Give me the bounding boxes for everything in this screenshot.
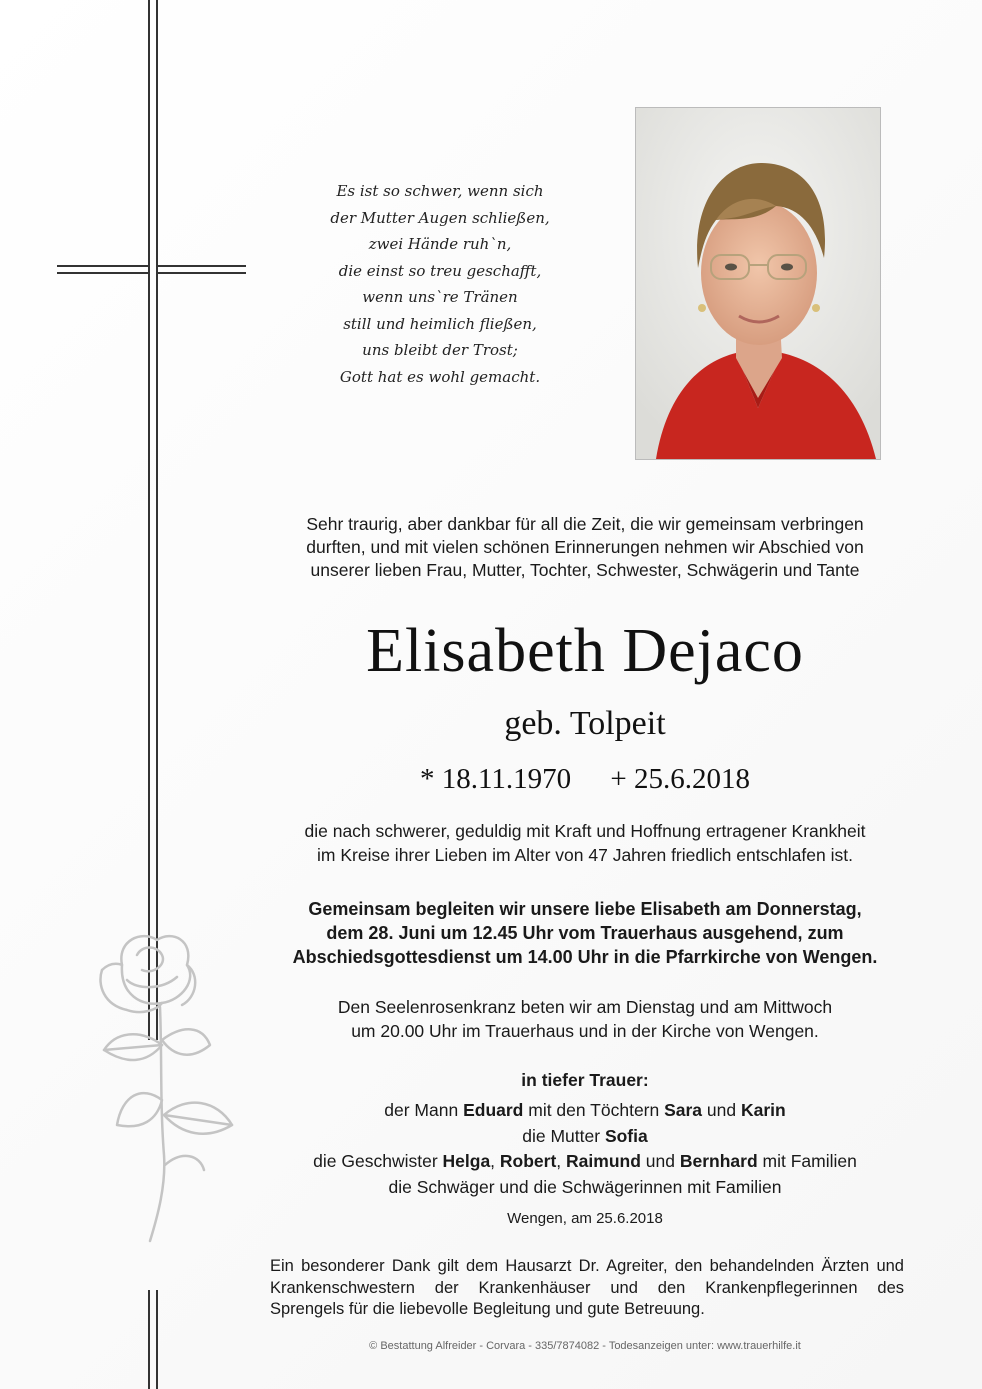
deceased-name: Elisabeth Dejaco <box>366 617 804 685</box>
death-text-line: die nach schwerer, geduldig mit Kraft und Hoffnung ertragener Krankheit <box>304 821 866 841</box>
poem-line: wenn uns`re Tränen <box>362 288 518 306</box>
rosary-notice <box>240 996 930 1043</box>
funeral-line: Abschiedsgottesdienst um 14.00 Uhr in die Pfarrkirche von Wengen. <box>292 947 878 967</box>
intro-line: durften, und mit vielen schönen Erinnerungen nehmen wir Abschied von <box>306 537 864 557</box>
intro-line: Sehr traurig, aber dankbar für all die Zeit, die wir gemeinsam verbringen <box>306 514 864 534</box>
thanks-line: Sprengels für die liebevolle Begleitung und gute Betreuung. <box>270 1300 705 1318</box>
birth-date: * 18.11.1970 <box>419 763 572 795</box>
death-text <box>240 820 930 867</box>
mourner-line-husband: der Mann Eduard mit den Töchtern Sara und Karin <box>384 1100 786 1120</box>
intro-text <box>240 513 930 582</box>
life-dates <box>240 760 930 798</box>
funeral-notice <box>240 897 930 969</box>
funeral-line: Gemeinsam begleiten wir unsere liebe Elisabeth am Donnerstag, <box>308 899 862 919</box>
rose-icon <box>82 925 252 1245</box>
thanks-text <box>270 1256 904 1321</box>
poem-line: still und heimlich fließen, <box>343 314 537 333</box>
intro-line: unserer lieben Frau, Mutter, Tochter, Schwester, Schwägerin und Tante <box>310 560 860 580</box>
place-date: Wengen, am 25.6.2018 <box>507 1210 663 1227</box>
poem-line: uns bleibt der Trost; <box>362 341 518 359</box>
funeral-line: dem 28. Juni um 12.45 Uhr vom Trauerhaus ausgehend, zum <box>326 923 844 943</box>
footer-credit: © Bestattung Alfreider - Corvara - 335/7874082 - Todesanzeigen unter: www.trauerhilfe.it <box>369 1340 801 1352</box>
poem-line: zwei Hände ruh`n, <box>368 235 512 253</box>
rosary-line: um 20.00 Uhr im Trauerhaus und in der Kirche von Wengen. <box>351 1020 819 1041</box>
poem-line: Es ist so schwer, wenn sich <box>336 182 544 200</box>
mourner-line-siblings: die Geschwister Helga, Robert, Raimund und Bernhard mit Familien <box>313 1151 857 1171</box>
rosary-line: Den Seelenrosenkranz beten wir am Dienstag und am Mittwoch <box>337 997 833 1017</box>
poem-line: die einst so treu geschafft, <box>338 261 542 280</box>
portrait-photo <box>635 107 881 460</box>
maiden-name: geb. Tolpeit <box>504 705 666 742</box>
poem-line: Gott hat es wohl gemacht. <box>339 367 541 386</box>
poem-line: der Mutter Augen schließen, <box>330 208 550 227</box>
mourner-line-in-laws: die Schwäger und die Schwägerinnen mit Familien <box>388 1176 782 1197</box>
death-date: + 25.6.2018 <box>610 763 751 795</box>
poem <box>290 178 590 390</box>
death-text-line: im Kreise ihrer Lieben im Alter von 47 Jahren friedlich entschlafen ist. <box>317 844 853 865</box>
mourner-line-mother: die Mutter Sofia <box>522 1125 648 1146</box>
thanks-line: Krankenschwestern der Krankenhäuser und den Krankenpflegerinnen des <box>270 1278 904 1297</box>
mourners-list <box>240 1098 930 1200</box>
thanks-line: Ein besonderer Dank gilt dem Hausarzt Dr. Agreiter, den behandelnden Ärzten und <box>270 1257 904 1275</box>
mourners-heading: in tiefer Trauer: <box>521 1070 649 1090</box>
